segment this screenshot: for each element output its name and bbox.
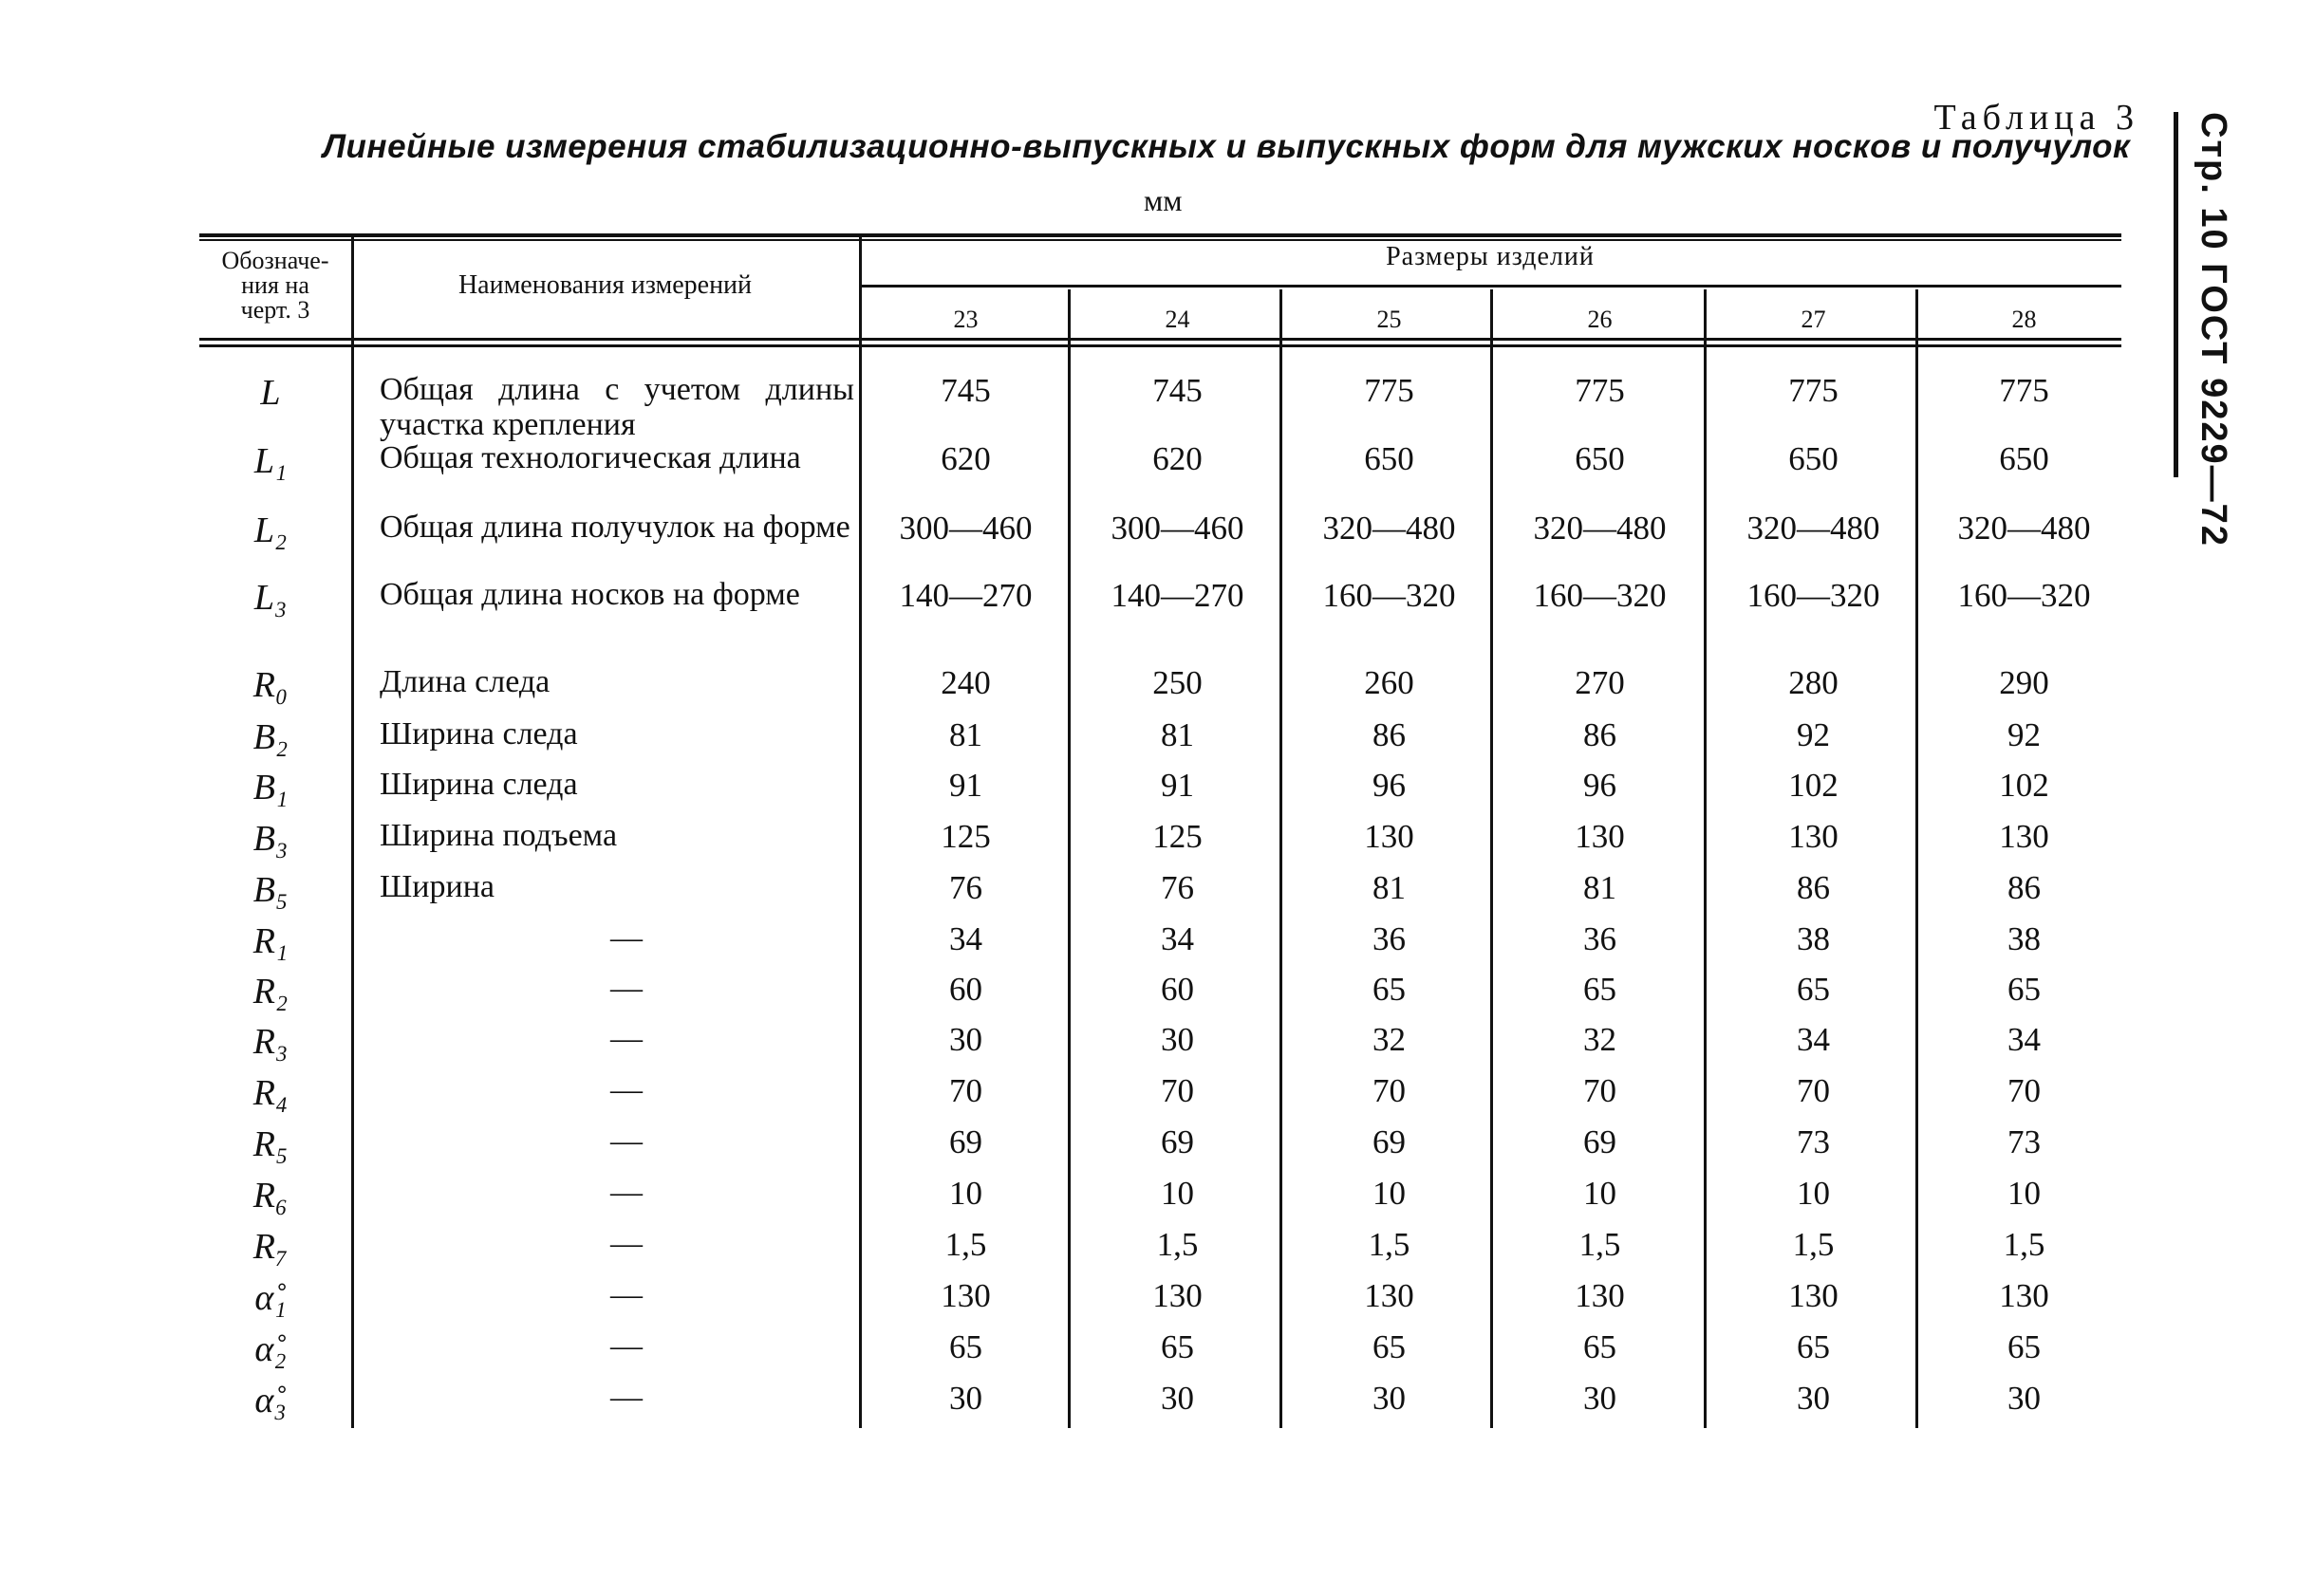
row-value: 86: [1372, 716, 1406, 753]
side-header-rule: [2174, 112, 2178, 477]
row-value: 130: [1999, 1277, 2049, 1314]
row-value: 34: [1797, 1021, 1830, 1058]
row-symbol: R₄: [252, 1073, 289, 1113]
row-value: 775: [1364, 372, 1414, 409]
row-value: 81: [1583, 869, 1616, 906]
row-measurement-name: —: [610, 1277, 643, 1312]
row-value: 1,5: [1368, 1226, 1410, 1263]
row-value: 125: [941, 818, 991, 855]
row-value: 38: [2007, 920, 2041, 957]
row-value: 10: [2007, 1175, 2041, 1212]
row-measurement-name: —: [610, 1123, 643, 1159]
row-value: 650: [1999, 440, 2049, 477]
row-value: 70: [1161, 1072, 1194, 1109]
header-size: 27: [1801, 306, 1826, 333]
row-value: 775: [1999, 372, 2049, 409]
row-value: 130: [1364, 818, 1414, 855]
row-symbol: R₃: [252, 1022, 289, 1062]
row-value: 745: [941, 372, 991, 409]
row-measurement-name: —: [610, 1226, 643, 1261]
row-value: 745: [1152, 372, 1203, 409]
row-value: 60: [1161, 971, 1194, 1008]
row-value: 30: [949, 1380, 982, 1417]
row-value: 65: [1372, 971, 1406, 1008]
row-value: 270: [1575, 664, 1625, 701]
row-value: 300—460: [1111, 510, 1244, 547]
row-symbol: L₁: [253, 441, 288, 481]
row-value: 320—480: [1957, 510, 2091, 547]
row-value: 70: [1372, 1072, 1406, 1109]
header-symbol: Обозначе- ния на черт. 3: [221, 247, 329, 324]
row-value: 320—480: [1746, 510, 1880, 547]
row-value: 775: [1788, 372, 1839, 409]
row-measurement-name: Ширина: [380, 869, 495, 904]
row-value: 36: [1372, 920, 1406, 957]
row-value: 69: [1583, 1123, 1616, 1160]
row-value: 70: [2007, 1072, 2041, 1109]
row-symbol: B₅: [252, 870, 289, 910]
row-value: 70: [1797, 1072, 1830, 1109]
row-value: 81: [1372, 869, 1406, 906]
row-value: 130: [1364, 1277, 1414, 1314]
row-value: 65: [1583, 971, 1616, 1008]
row-value: 92: [1797, 716, 1830, 753]
unit-label: мм: [1144, 183, 1183, 217]
row-symbol: R₅: [252, 1124, 289, 1164]
row-value: 86: [2007, 869, 2041, 906]
row-value: 70: [1583, 1072, 1616, 1109]
row-value: 160—320: [1322, 577, 1456, 614]
row-measurement-name: Ширина следа: [380, 716, 578, 752]
row-value: 32: [1372, 1021, 1406, 1058]
row-symbol: R₀: [252, 665, 289, 705]
row-value: 1,5: [2003, 1226, 2045, 1263]
row-measurement-name: —: [610, 1021, 643, 1056]
row-value: 160—320: [1746, 577, 1880, 614]
row-value: 65: [949, 1328, 982, 1365]
row-value: 10: [1161, 1175, 1194, 1212]
row-value: 650: [1364, 440, 1414, 477]
col-divider: [351, 237, 354, 1428]
row-value: 65: [1583, 1328, 1616, 1365]
row-value: 10: [1372, 1175, 1406, 1212]
row-value: 96: [1372, 767, 1406, 804]
row-value: 65: [2007, 1328, 2041, 1365]
row-measurement-name: Ширина подъема: [380, 818, 618, 853]
row-measurement-name: Общая длина носков на форме: [380, 577, 800, 612]
row-value: 102: [1999, 767, 2049, 804]
row-value: 34: [949, 920, 982, 957]
row-value: 130: [1788, 818, 1839, 855]
row-measurement-name: —: [610, 1072, 643, 1107]
row-value: 1,5: [1156, 1226, 1199, 1263]
header-size: 24: [1165, 306, 1190, 333]
row-measurement-name: —: [610, 1175, 643, 1210]
row-value: 34: [2007, 1021, 2041, 1058]
row-symbol: L: [260, 373, 281, 413]
row-symbol: B₂: [252, 717, 289, 757]
header-sizes: Размеры изделий: [1386, 242, 1595, 271]
row-value: 73: [1797, 1123, 1830, 1160]
row-symbol: B₃: [252, 819, 289, 859]
row-measurement-name: Общая длина с учетом длины участка крепления: [380, 372, 854, 442]
row-value: 250: [1152, 664, 1203, 701]
row-value: 34: [1161, 920, 1194, 957]
table-title: Линейные измерения стабилизационно-выпускных и выпускных форм для мужских носков и получулок: [323, 128, 2131, 165]
row-value: 130: [1575, 818, 1625, 855]
row-measurement-name: Ширина следа: [380, 767, 578, 802]
row-value: 92: [2007, 716, 2041, 753]
row-symbol: L₂: [253, 510, 288, 550]
row-measurement-name: Общая технологическая длина: [380, 440, 801, 475]
row-value: 290: [1999, 664, 2049, 701]
row-value: 86: [1797, 869, 1830, 906]
row-value: 10: [1583, 1175, 1616, 1212]
row-value: 91: [1161, 767, 1194, 804]
top-rule: [199, 233, 2121, 237]
row-value: 650: [1788, 440, 1839, 477]
row-value: 240: [941, 664, 991, 701]
header-size: 28: [2011, 306, 2037, 333]
row-value: 1,5: [1792, 1226, 1835, 1263]
row-symbol: α̊₂: [254, 1329, 287, 1369]
row-value: 775: [1575, 372, 1625, 409]
row-value: 30: [1372, 1380, 1406, 1417]
row-value: 60: [949, 971, 982, 1008]
row-value: 76: [1161, 869, 1194, 906]
row-value: 73: [2007, 1123, 2041, 1160]
row-measurement-name: —: [610, 1380, 643, 1415]
row-value: 36: [1583, 920, 1616, 957]
row-value: 65: [1372, 1328, 1406, 1365]
row-value: 130: [1788, 1277, 1839, 1314]
row-value: 130: [1152, 1277, 1203, 1314]
row-value: 38: [1797, 920, 1830, 957]
row-value: 30: [1161, 1021, 1194, 1058]
row-value: 10: [1797, 1175, 1830, 1212]
header-name: Наименования измерений: [457, 270, 753, 300]
table-label: Таблица 3: [1933, 98, 2139, 138]
row-value: 102: [1788, 767, 1839, 804]
row-value: 130: [1575, 1277, 1625, 1314]
row-value: 32: [1583, 1021, 1616, 1058]
row-value: 65: [2007, 971, 2041, 1008]
row-value: 320—480: [1322, 510, 1456, 547]
row-value: 620: [941, 440, 991, 477]
row-value: 69: [949, 1123, 982, 1160]
row-value: 160—320: [1533, 577, 1667, 614]
row-value: 1,5: [944, 1226, 987, 1263]
row-value: 260: [1364, 664, 1414, 701]
row-value: 1,5: [1578, 1226, 1621, 1263]
row-value: 70: [949, 1072, 982, 1109]
row-value: 86: [1583, 716, 1616, 753]
header-bottom-rule-2: [199, 344, 2121, 347]
row-measurement-name: —: [610, 920, 643, 956]
row-value: 65: [1161, 1328, 1194, 1365]
row-value: 140—270: [899, 577, 1033, 614]
row-symbol: R₆: [252, 1176, 289, 1216]
row-measurement-name: Длина следа: [380, 664, 551, 699]
header-bottom-rule: [199, 338, 2121, 341]
row-measurement-name: —: [610, 971, 643, 1006]
header-size: 26: [1587, 306, 1613, 333]
row-value: 140—270: [1111, 577, 1244, 614]
row-value: 65: [1797, 1328, 1830, 1365]
row-value: 96: [1583, 767, 1616, 804]
row-measurement-name: Общая длина получулок на форме: [380, 510, 850, 545]
row-symbol: R₁: [252, 921, 289, 961]
row-value: 91: [949, 767, 982, 804]
row-symbol: α̊₃: [254, 1381, 287, 1420]
row-symbol: α̊₁: [254, 1278, 287, 1318]
row-symbol: R₇: [252, 1227, 289, 1267]
row-value: 30: [949, 1021, 982, 1058]
row-symbol: L₃: [253, 578, 288, 618]
row-value: 30: [1583, 1380, 1616, 1417]
row-value: 130: [941, 1277, 991, 1314]
sizes-rule: [859, 285, 2121, 288]
row-value: 650: [1575, 440, 1625, 477]
row-value: 160—320: [1957, 577, 2091, 614]
row-value: 81: [949, 716, 982, 753]
row-value: 10: [949, 1175, 982, 1212]
row-value: 320—480: [1533, 510, 1667, 547]
row-symbol: R₂: [252, 972, 289, 1011]
row-value: 69: [1372, 1123, 1406, 1160]
row-measurement-name: —: [610, 1328, 643, 1364]
header-size: 23: [953, 306, 979, 333]
row-value: 69: [1161, 1123, 1194, 1160]
top-rule-thin: [199, 239, 2121, 241]
row-value: 30: [1161, 1380, 1194, 1417]
row-value: 620: [1152, 440, 1203, 477]
row-value: 30: [2007, 1380, 2041, 1417]
row-value: 65: [1797, 971, 1830, 1008]
row-value: 300—460: [899, 510, 1033, 547]
row-value: 81: [1161, 716, 1194, 753]
row-value: 30: [1797, 1380, 1830, 1417]
row-value: 125: [1152, 818, 1203, 855]
header-size: 25: [1376, 306, 1402, 333]
row-value: 280: [1788, 664, 1839, 701]
side-page-header: Стр. 10 ГОСТ 9229—72: [2194, 112, 2233, 547]
row-value: 76: [949, 869, 982, 906]
row-symbol: B₁: [252, 768, 289, 807]
row-value: 130: [1999, 818, 2049, 855]
